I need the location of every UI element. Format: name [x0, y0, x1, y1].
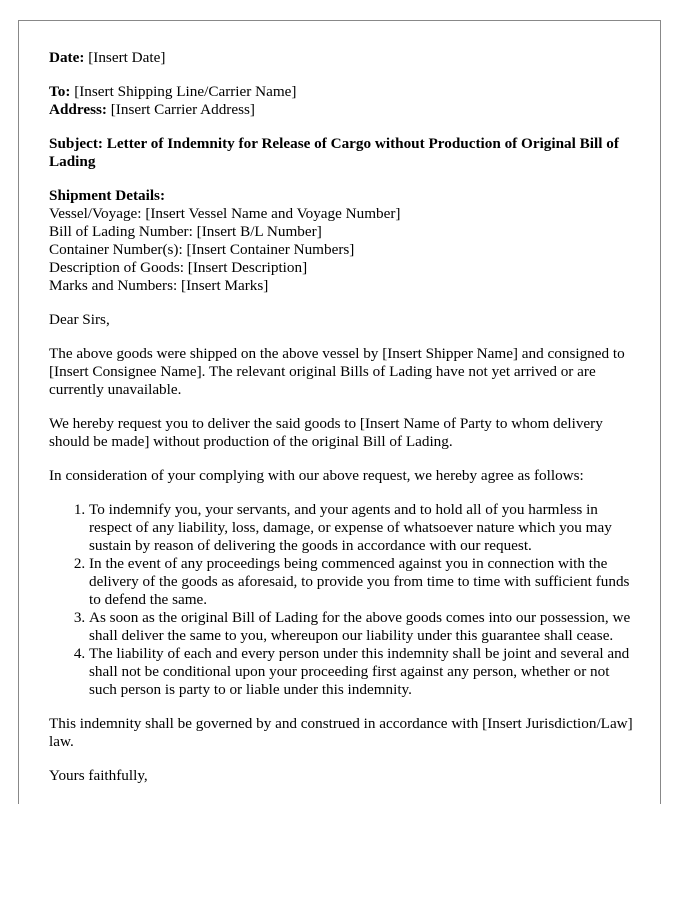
letter-page	[18, 20, 661, 804]
to-line	[49, 83, 639, 101]
shipment-details	[49, 187, 639, 295]
term-item: 1. To indemnify you, your servants, and your agents and to hold all of you harmless in respect of any liability, loss, damage, or expense of whatsoever nature which you may sustain by reason of delivering the goods in accordance with our request.	[89, 501, 639, 555]
term-item: 2. In the event of any proceedings being commenced against you in connection with the delivery of the goods as aforesaid, to provide you from time to time with sufficient funds to defend the same.	[89, 555, 639, 609]
shipment-marks: Marks and Numbers: [Insert Marks]	[49, 277, 269, 294]
salutation: Dear Sirs,	[49, 311, 110, 328]
terms-list	[49, 501, 639, 699]
subject-line	[49, 135, 639, 171]
address-line	[49, 101, 639, 119]
term-item: 3. As soon as the original Bill of Lading for the above goods comes into our possession, we shall deliver the same to you, whereupon our liability under this guarantee shall cease.	[89, 609, 639, 645]
date-label: Date:	[49, 49, 85, 66]
shipment-vessel: Vessel/Voyage: [Insert Vessel Name and Voyage Number]	[49, 205, 401, 222]
shipment-bl-number: Bill of Lading Number: [Insert B/L Number]	[49, 223, 322, 240]
term-item: 4. The liability of each and every person under this indemnity shall be joint and several and shall not be conditional upon your proceeding first against any person, whether or not such person is party to or liable under this indemnity.	[89, 645, 639, 699]
letter-content	[49, 49, 639, 801]
to-value: [Insert Shipping Line/Carrier Name]	[70, 83, 297, 100]
subject-text: Subject: Letter of Indemnity for Release of Cargo without Production of Original Bill of Lading	[49, 135, 619, 170]
date-value: [Insert Date]	[84, 49, 166, 66]
address-value: [Insert Carrier Address]	[106, 101, 255, 118]
paragraph-request: We hereby request you to deliver the said goods to [Insert Name of Party to whom delivery should be made] without production of the original Bill of Lading.	[49, 415, 603, 450]
governing-law: This indemnity shall be governed by and construed in accordance with [Insert Jurisdiction/Law] law.	[49, 715, 633, 750]
to-label: To:	[49, 83, 71, 100]
date-line	[49, 49, 639, 67]
paragraph-consideration: In consideration of your complying with our above request, we hereby agree as follows:	[49, 467, 584, 484]
address-label: Address:	[49, 101, 107, 118]
closing: Yours faithfully,	[49, 767, 148, 784]
shipment-container: Container Number(s): [Insert Container Numbers]	[49, 241, 355, 258]
shipment-description: Description of Goods: [Insert Description]	[49, 259, 308, 276]
shipment-heading: Shipment Details:	[49, 187, 166, 204]
paragraph-shipment-info: The above goods were shipped on the above vessel by [Insert Shipper Name] and consigned to [Insert Consignee Name]. The relevant original Bills of Lading have not yet arrived or are currently unavailable.	[49, 345, 625, 398]
